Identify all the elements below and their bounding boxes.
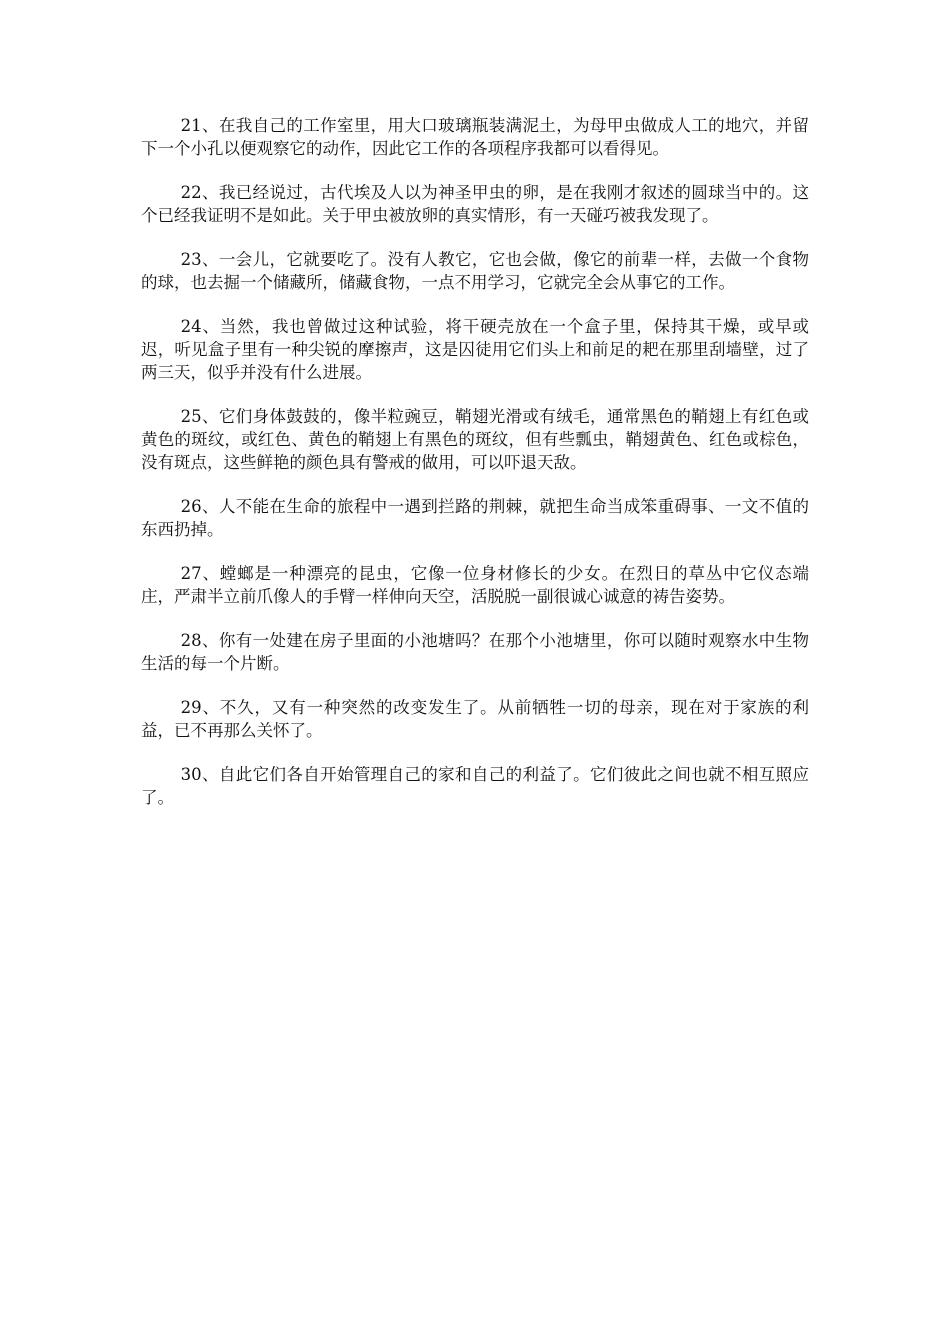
paragraph-25: 25、它们身体鼓鼓的，像半粒豌豆，鞘翅光滑或有绒毛，通常黑色的鞘翅上有红色或黄色的斑纹，或红色、黄色的鞘翅上有黑色的斑纹，但有些瓢虫，鞘翅黄色、红色或棕色，没有斑点，这些鲜艳的颜色具有警戒的做用，可以吓退天敌。 [141,407,809,472]
paragraph-24: 24、当然，我也曾做过这种试验，将干硬壳放在一个盒子里，保持其干燥，或早或迟，听见盒子里有一种尖锐的摩擦声，这是囚徒用它们头上和前足的耙在那里刮墙壁，过了两三天，似乎并没有什么进展。 [141,317,809,382]
paragraph-27: 27、螳螂是一种漂亮的昆虫，它像一位身材修长的少女。在烈日的草丛中它仪态端庄，严肃半立前爪像人的手臂一样伸向天空，活脱脱一副很诚心诚意的祷告姿势。 [141,564,809,606]
paragraph-26: 26、人不能在生命的旅程中一遇到拦路的荆棘，就把生命当成笨重碍事、一文不值的东西扔掉。 [141,497,809,539]
paragraph-22: 22、我已经说过，古代埃及人以为神圣甲虫的卵，是在我刚才叙述的圆球当中的。这个已经我证明不是如此。关于甲虫被放卵的真实情形，有一天碰巧被我发现了。 [141,183,809,225]
paragraph-29: 29、不久，又有一种突然的改变发生了。从前牺牲一切的母亲，现在对于家族的利益，已不再那么关怀了。 [141,698,809,740]
paragraph-23: 23、一会儿，它就要吃了。没有人教它，它也会做，像它的前辈一样，去做一个食物的球，也去掘一个储藏所，储藏食物，一点不用学习，它就完全会从事它的工作。 [141,250,809,292]
paragraph-21: 21、在我自己的工作室里，用大口玻璃瓶装满泥土，为母甲虫做成人工的地穴，并留下一个小孔以便观察它的动作，因此它工作的各项程序我都可以看得见。 [141,116,809,158]
paragraph-30: 30、自此它们各自开始管理自己的家和自己的利益了。它们彼此之间也就不相互照应了。 [141,765,809,807]
paragraph-28: 28、你有一处建在房子里面的小池塘吗？在那个小池塘里，你可以随时观察水中生物生活的每一个片断。 [141,631,809,673]
document-body [141,114,809,830]
